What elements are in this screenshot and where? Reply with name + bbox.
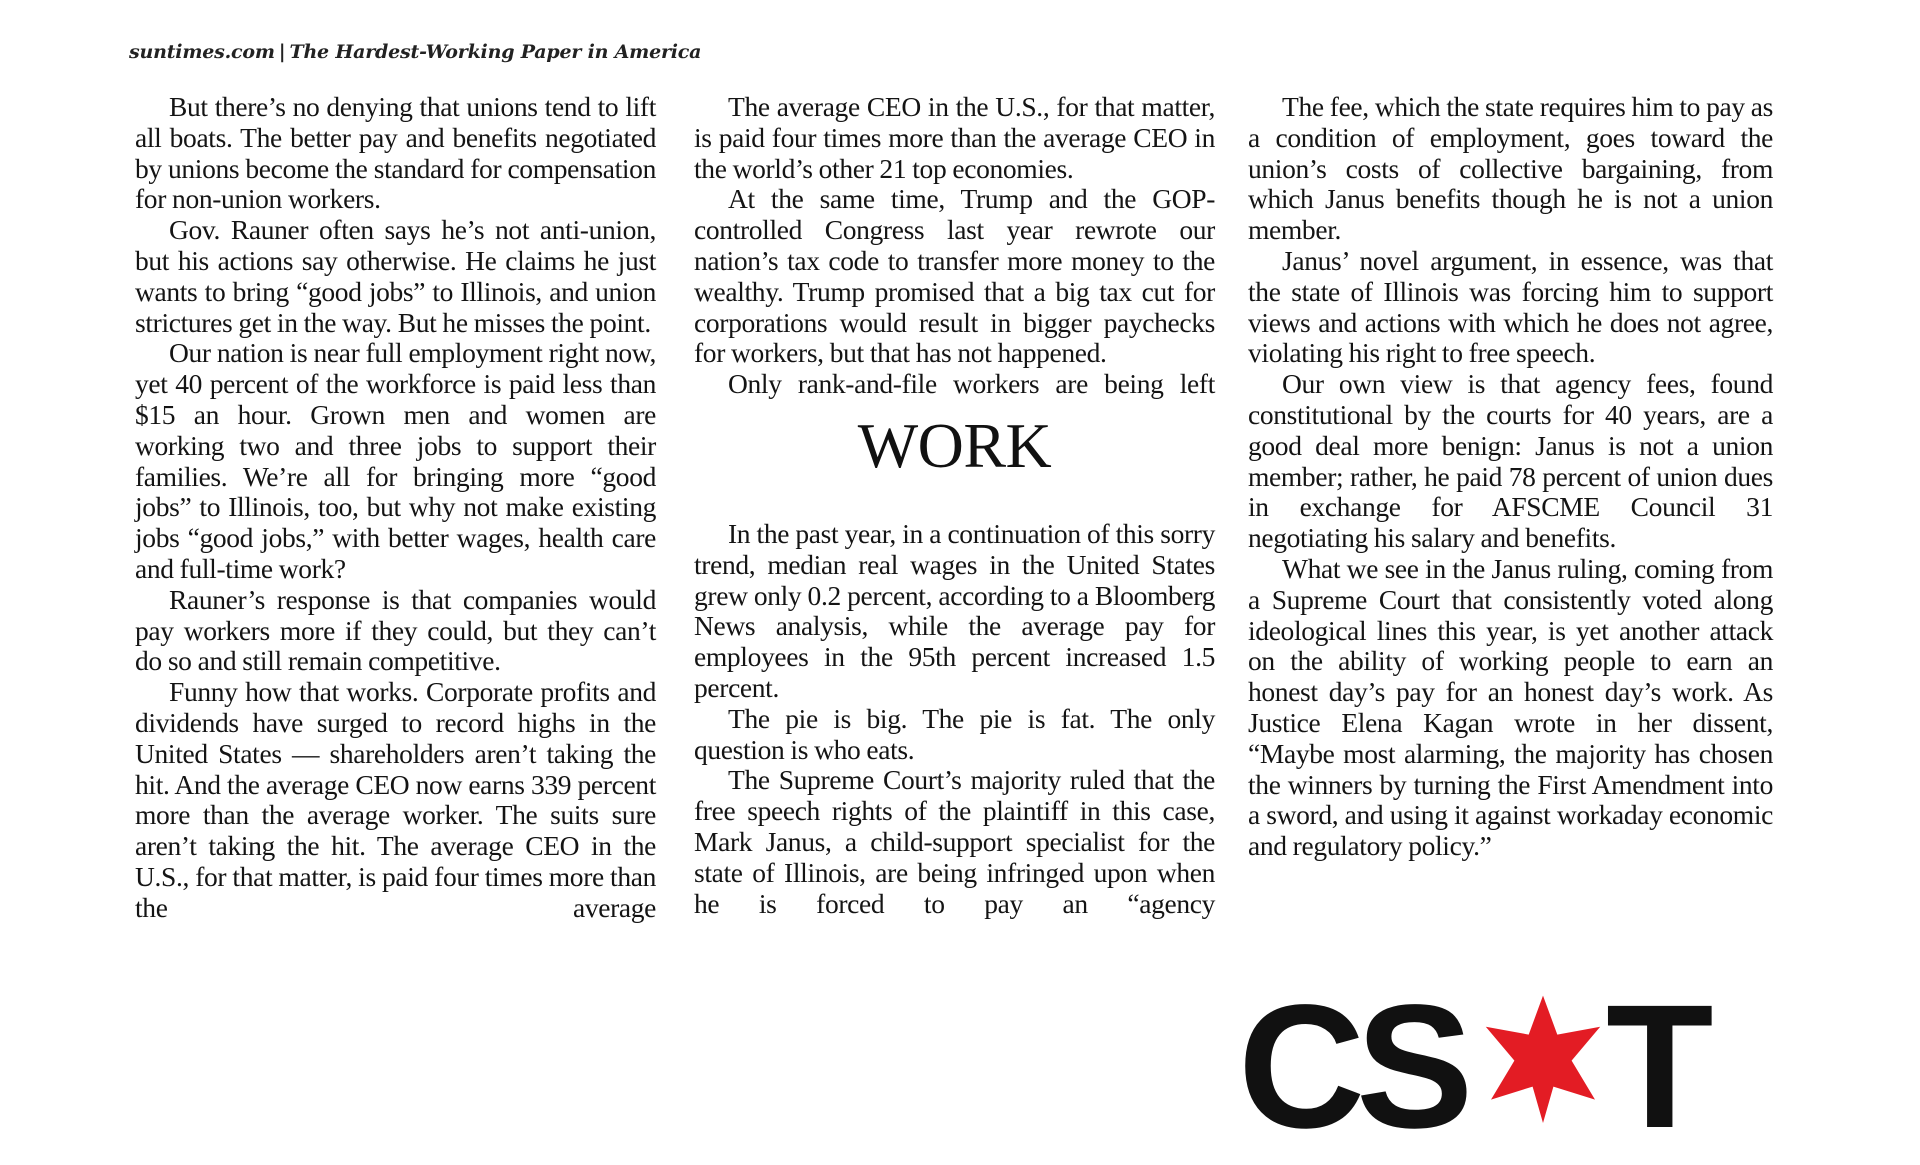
logo-letter-s: S xyxy=(1356,969,1470,1165)
masthead-tagline: The Hardest-Working Paper in America xyxy=(289,41,702,63)
paragraph: In the past year, in a continuation of this sorry trend, median real wages in the United States grew only 0.2 percent, according to a Bloomberg News analysis, while the average pay for employees in the 95th percent increased 1.5 percent. xyxy=(694,517,1215,703)
paragraph: The average CEO in the U.S., for that matter, is paid four times more than the average CEO in the world’s other 21 top economies. xyxy=(694,91,1215,184)
red-star-icon xyxy=(1478,993,1608,1123)
paragraph: The Supreme Court’s majority ruled that the free speech rights of the plaintiff in this case, Mark Janus, a child-support specialist for the state of Illinois, are being infringed upon when he is forced to pay an “agency xyxy=(694,764,1215,919)
paragraph: Our nation is near full employment right now, yet 40 percent of the workforce is paid less than $15 an hour. Grown men and women are working two and three jobs to support their families. We’re all for bringing more “good jobs” to Illinois, too, but why not make existing jobs “good jobs,” with better wages, health care and full-time work? xyxy=(135,337,656,584)
paragraph: At the same time, Trump and the GOP-controlled Congress last year rewrote our nation’s tax code to transfer more money to the wealthy. Trump promised that a big tax cut for corporations would result in bigger paychecks for workers, but that has not happened. xyxy=(694,183,1215,369)
paragraph: Rauner’s response is that companies would pay workers more if they could, but they can’t do so and still remain competitive. xyxy=(135,583,656,677)
pull-quote-word: WORK xyxy=(857,409,1052,481)
masthead xyxy=(129,41,701,63)
logo-letter-c: C xyxy=(1238,969,1362,1165)
paragraph: Janus’ novel argument, in essence, was that the state of Illinois was forcing him to support views and actions with which he does not agree, violating his right to free speech. xyxy=(1248,244,1773,369)
masthead-separator: | xyxy=(278,41,286,63)
paragraph: Funny how that works. Corporate profits and dividends have surged to record highs in the United States — shareholders aren’t taking the hit. And the average CEO now earns 339 percent more than the average worker. The suits sure aren’t taking the hit. The average CEO in the U.S., for that matter, is paid four times more than the average xyxy=(135,676,656,923)
logo-letter-t: T xyxy=(1606,969,1710,1165)
paragraph: What we see in the Janus ruling, coming from a Supreme Court that consistently voted along ideological lines this year, is yet another attack on the ability of working people to earn an honest day’s pay for an honest day’s work. As Justice Elena Kagan wrote in her dissent, “Maybe most alarming, the majority has chosen the winners by turning the First Amendment into a sword, and using it against workaday economic and regulatory policy.” xyxy=(1248,552,1773,862)
masthead-site: suntimes.com xyxy=(129,41,275,63)
article-column-3 xyxy=(1248,92,1773,862)
paragraph: Our own view is that agency fees, found constitutional by the courts for 40 years, are a good deal more benign: Janus is not a union member; rather, he paid 78 percent of union dues in exchange for AFSCME Council 31 negotiating his salary and benefits. xyxy=(1248,368,1773,554)
paragraph: Gov. Rauner often says he’s not anti-union, but his actions say otherwise. He claims he just wants to bring “good jobs” to Illinois, and union strictures get in the way. But he misses the point. xyxy=(135,214,656,338)
paragraph: But there’s no denying that unions tend to lift all boats. The better pay and benefits negotiated by unions become the standard for compensation for non-union workers. xyxy=(135,91,656,215)
article-column-1 xyxy=(135,92,656,924)
paragraph: The fee, which the state requires him to pay as a condition of employment, goes toward the union’s costs of collective bargaining, from which Janus benefits though he is not a union member. xyxy=(1248,91,1773,246)
paragraph: Only rank-and-file workers are being left xyxy=(728,368,1215,400)
paragraph: The pie is big. The pie is fat. The only question is who eats. xyxy=(694,702,1215,765)
chicago-sun-times-logo xyxy=(1238,969,1778,1165)
article-column-2 xyxy=(694,92,1215,919)
